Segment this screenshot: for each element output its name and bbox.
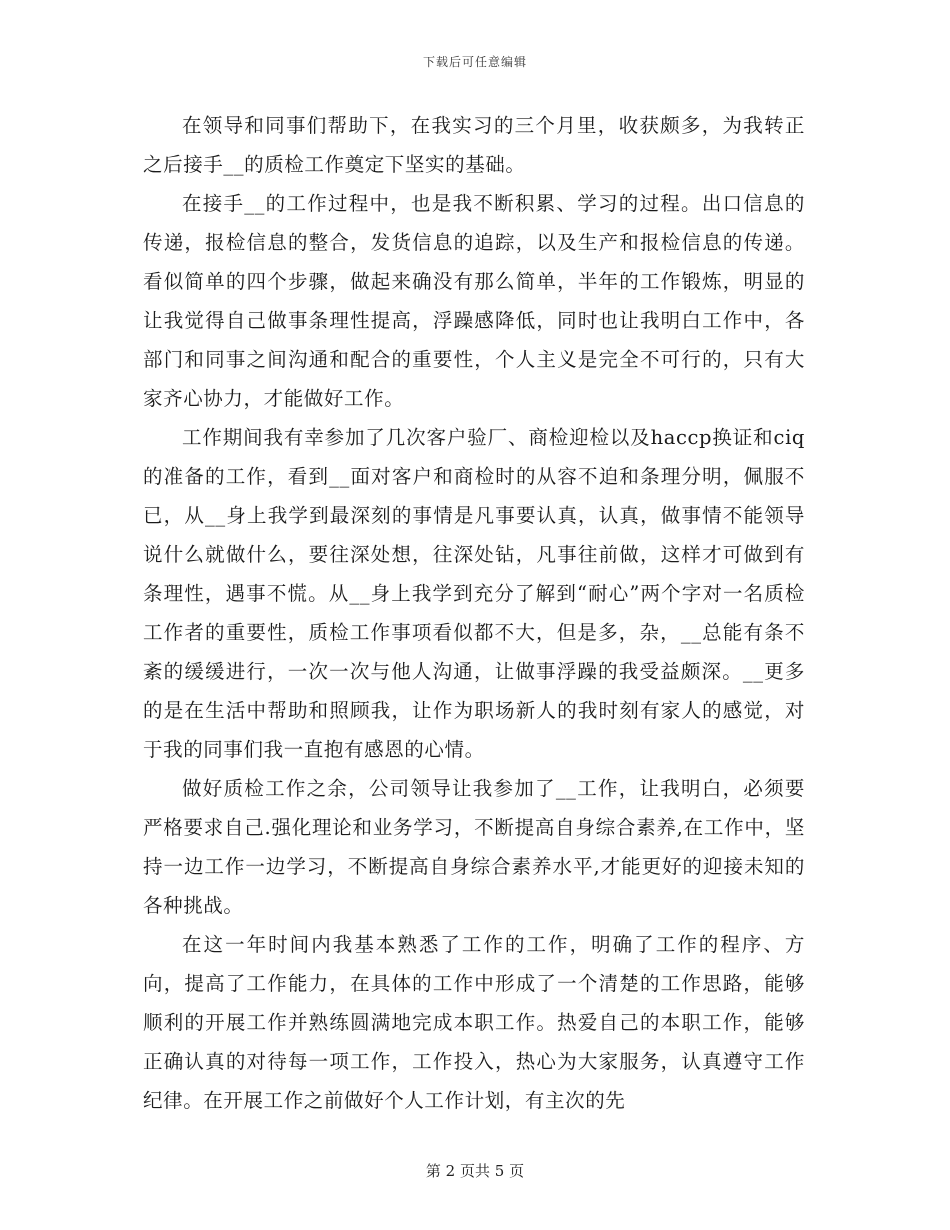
paragraph-2: 在接手__的工作过程中，也是我不断积累、学习的过程。出口信息的传递，报检信息的整合，发货信息的追踪，以及生产和报检信息的传递。看似简单的四个步骤，做起来确没有那么简单，半年的工作锻炼，明显的让我觉得自己做事条理性提高，浮躁感降低，同时也让我明白工作中，各部门和同事之间沟通和配合的重要性，个人主义是完全不可行的，只有大家齐心协力，才能做好工作。 [143,192,805,410]
paragraph-5: 在这一年时间内我基本熟悉了工作的工作，明确了工作的程序、方向，提高了工作能力，在具体的工作中形成了一个清楚的工作思路，能够顺利的开展工作并熟练圆满地完成本职工作。热爱自己的本职工作，能够正确认真的对待每一项工作，工作投入，热心为大家服务，认真遵守工作纪律。在开展工作之前做好个人工作计划，有主次的先 [143,933,805,1112]
page-number-footer: 第 2 页共 5 页 [425,1162,525,1180]
paragraph-3: 工作期间我有幸参加了几次客户验厂、商检迎检以及haccp换证和ciq的准备的工作，看到__面对客户和商检时的从容不迫和条理分明，佩服不已，从__身上我学到最深刻的事情是凡事要认真，认真，做事情不能领导说什么就做什么，要往深处想，往深处钻，凡事往前做，这样才可做到有条理性，遇事不慌。从__身上我学到充分了解到“耐心”两个字对一名质检工作者的重要性，质检工作事项看似都不大，但是多，杂，__总能有条不紊的缓缓进行，一次一次与他人沟通，让做事浮躁的我受益颇深。__更多的是在生活中帮助和照顾我，让作为职场新人的我时刻有家人的感觉，对于我的同事们我一直抱有感恩的心情。 [143,426,805,761]
paragraph-4: 做好质检工作之余，公司领导让我参加了__工作，让我明白，必须要严格要求自己.强化理论和业务学习，不断提高自身综合素养,在工作中，坚持一边工作一边学习，不断提高自身综合素养水平,才能更好的迎接未知的各种挑战。 [143,777,805,917]
document-body [143,106,805,1120]
page-header: 下载后可任意编辑 [422,55,527,69]
paragraph-1: 在领导和同事们帮助下，在我实习的三个月里，收获颇多，为我转正之后接手__的质检工作奠定下坚实的基础。 [143,114,805,176]
